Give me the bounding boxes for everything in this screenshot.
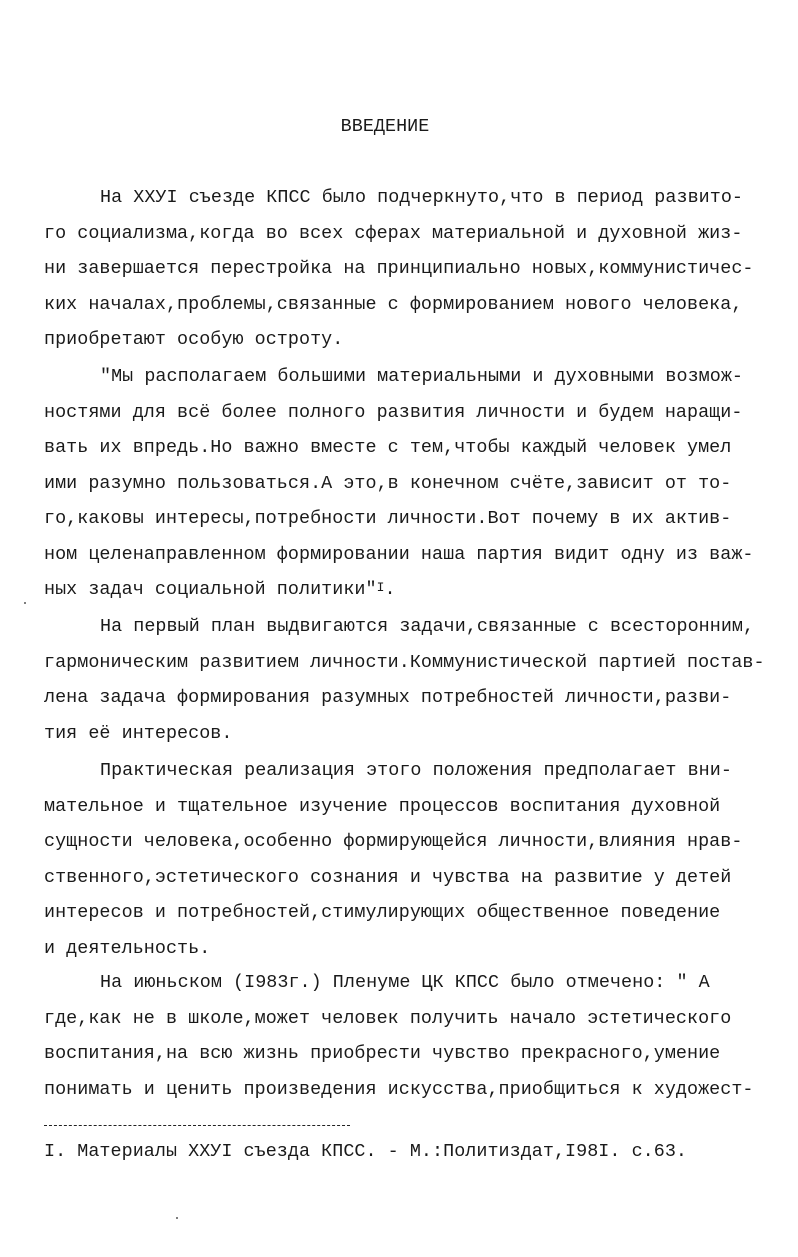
line-text: ими разумно пользоваться.А это,в конечном счёте,зависит от то- [44, 472, 732, 494]
line-text: ственного,эстетического сознания и чувства на развитие у детей [44, 866, 732, 888]
line-text: го социализма,когда во всех сферах материальной и духовной жиз- [44, 222, 743, 244]
line-text: На июньском (I983г.) Пленуме ЦК КПСС было отмечено: " А [100, 972, 710, 993]
text-line [44, 544, 754, 566]
text-line [44, 1043, 720, 1065]
line-text: Практическая реализация этого положения предполагает вни- [100, 760, 732, 781]
line-text: ни завершается перестройка на принципиально новых,коммунистичес- [44, 258, 754, 280]
text-line [44, 437, 731, 459]
line-text: воспитания,на всю жизнь приобрести чувство прекрасного,умение [44, 1043, 721, 1065]
line-text: . [384, 579, 396, 601]
paper-speck [176, 1217, 178, 1219]
line-text: лена задача формирования разумных потребностей личности,разви- [44, 687, 732, 709]
line-text: и деятельность. [44, 937, 211, 959]
line-text: ном целенаправленном формировании наша партия видит одну из важ- [44, 543, 754, 565]
line-text: ких началах,проблемы,связанные с формированием нового человека, [44, 293, 743, 315]
line-text: вать их впредь.Но важно вместе с тем,чтобы каждый человек умел [44, 437, 732, 459]
text-line [44, 831, 742, 853]
text-line [44, 329, 343, 351]
text-line [100, 972, 710, 994]
text-line [44, 1079, 754, 1101]
footnote: I. Материалы ХХУI съезда КПСС. - М.:Политиздат,I98I. с.63. [44, 1141, 687, 1162]
line-text: интересов и потребностей,стимулирующих общественное поведение [44, 902, 721, 924]
paper-speck [24, 602, 26, 604]
text-line [44, 579, 396, 602]
line-text: тия её интересов. [44, 722, 233, 744]
text-line [44, 687, 731, 709]
footnote-reference: I [376, 580, 385, 596]
text-line [100, 616, 754, 638]
line-text: "Мы располагаем большими материальными и духовными возмож- [100, 366, 743, 387]
line-text: ностями для всё более полного развития личности и будем наращи- [44, 401, 743, 423]
text-line [44, 508, 731, 530]
text-line [44, 473, 731, 495]
line-text: понимать и ценить произведения искусства,приобщиться к художест- [44, 1078, 754, 1100]
line-text: На ХХУI съезде КПСС было подчеркнуто,что в период развито- [100, 187, 743, 208]
line-text: гармоническим развитием личности.Коммунистической партией постав- [44, 651, 765, 673]
text-line [44, 1008, 731, 1030]
line-text: На первый план выдвигаются задачи,связанные с всесторонним, [100, 616, 755, 637]
text-line [44, 867, 731, 889]
text-line [100, 366, 743, 388]
text-line [44, 723, 232, 745]
page-title: ВВЕДЕНИЕ [340, 116, 430, 137]
text-line [100, 760, 732, 782]
line-text: мательное и тщательное изучение процессов воспитания духовной [44, 795, 721, 817]
text-line [44, 294, 742, 316]
line-text: го,каковы интересы,потребности личности.Вот почему в их актив- [44, 508, 732, 530]
line-text: сущности человека,особенно формирующейся личности,влияния нрав- [44, 831, 743, 853]
line-text: ных задач социальной политики" [44, 579, 377, 601]
line-text: где,как не в школе,может человек получить начало эстетического [44, 1007, 732, 1029]
text-line [44, 258, 754, 280]
text-line [44, 223, 742, 245]
text-line [44, 652, 765, 674]
text-line [44, 402, 742, 424]
text-line [44, 938, 210, 960]
text-line [100, 187, 743, 209]
text-line [44, 902, 720, 924]
footnote-divider [44, 1125, 350, 1126]
text-line [44, 796, 720, 818]
line-text: приобретают особую остроту. [44, 329, 344, 351]
